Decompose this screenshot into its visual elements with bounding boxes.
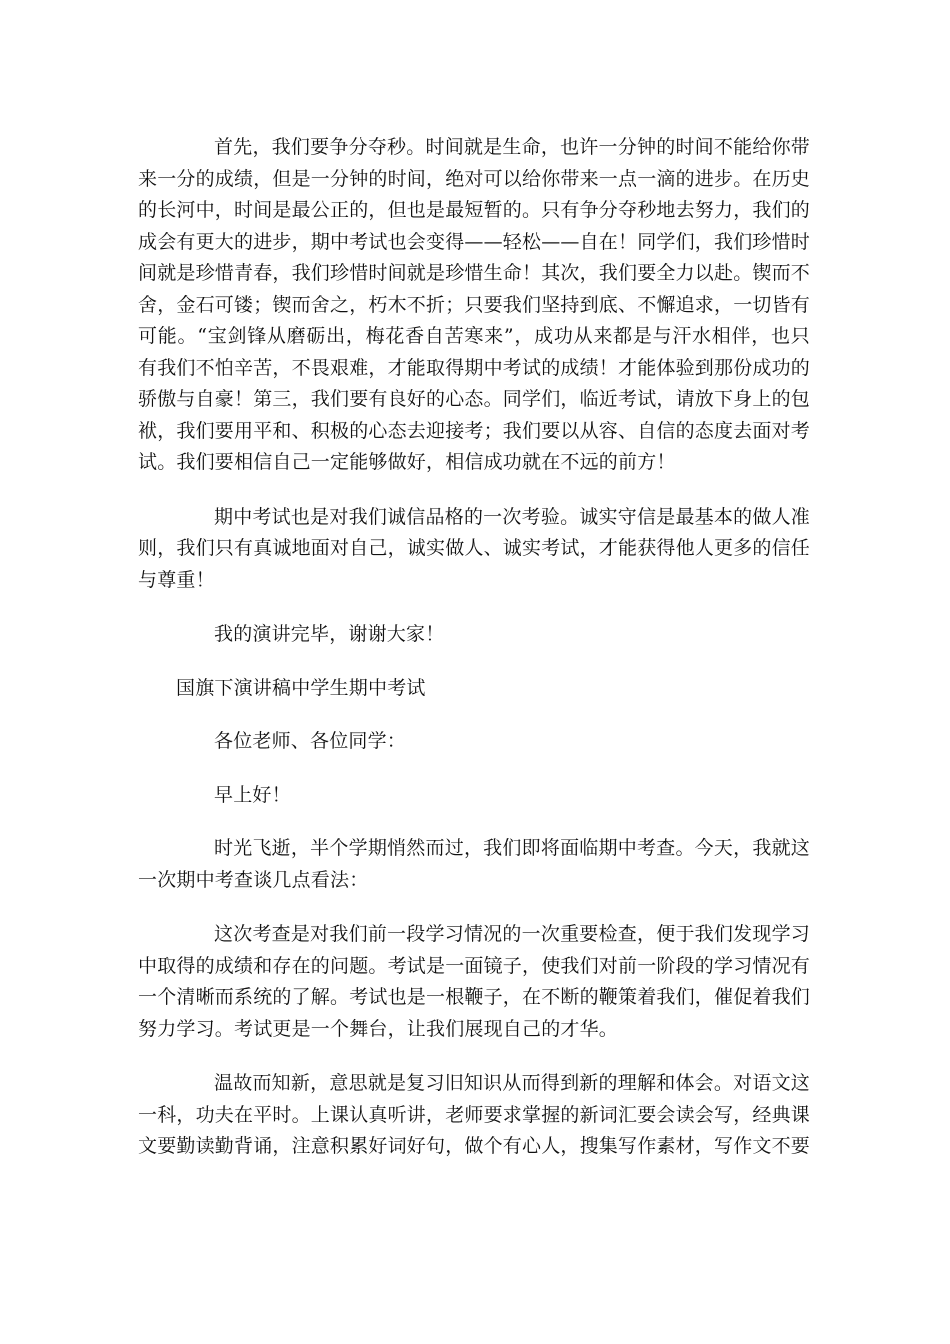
paragraph-exam-purpose: 这次考查是对我们前一段学习情况的一次重要检查，便于我们发现学习中取得的成绩和存在的问题。考试是一面镜子，使我们对前一阶段的学习情况有一个清晰而系统的了解。考试也是一根鞭子，在不断的鞭策着我们，催促着我们努力学习。考试更是一个舞台，让我们展现自己的才华。 xyxy=(138,923,811,1040)
paragraph-closing: 我的演讲完毕，谢谢大家！ xyxy=(214,623,445,645)
paragraph-review-advice: 温故而知新，意思就是复习旧知识从而得到新的理解和体会。对语文这一科，功夫在平时。上课认真听讲，老师要求掌握的新词汇要会读会写，经典课文要勤读勤背诵，注意积累好词好句，做个有心人，搜集写作素材，写作文不要 xyxy=(138,1072,811,1157)
paragraph-honesty: 期中考试也是对我们诚信品格的一次考验。诚实守信是最基本的做人准则，我们只有真诚地面对自己，诚实做人、诚实考试，才能获得他人更多的信任与尊重！ xyxy=(138,505,811,591)
paragraph-introduction: 时光飞逝，半个学期悄然而过，我们即将面临期中考查。今天，我就这一次期中考查谈几点看法： xyxy=(138,837,810,891)
greeting: 早上好！ xyxy=(214,783,291,806)
salutation: 各位老师、各位同学： xyxy=(214,730,407,752)
speech-title: 国旗下演讲稿中学生期中考试 xyxy=(176,676,426,699)
paragraph-time-effort-attitude: 首先，我们要争分夺秒。时间就是生命，也许一分钟的时间不能给你带来一分的成绩，但是一分钟的时间，绝对可以给你带来一点一滴的进步。在历史的长河中，时间是最公正的，但也是最短暂的。只有争分夺秒地去努力，我们的成会有更大的进步，期中考试也会变得——轻松——自在！同学们，我们珍惜时间就是珍惜青春，我们珍惜时间就是珍惜生命！其次，我们要全力以赴。锲而不舍，金石可镂；锲而舍之，朽木不折；只要我们坚持到底、不懈追求，一切皆有可能。“宝剑锋从磨砺出，梅花香自苦寒来”，成功从来都是与汗水相伴，也只有我们不怕辛苦，不畏艰难，才能取得期中考试的成绩！才能体验到那份成功的骄傲与自豪！第三，我们要有良好的心态。同学们，临近考试，请放下身上的包袱，我们要用平和、积极的心态去迎接考；我们要以从容、自信的态度去面对考试。我们要相信自己一定能够做好，相信成功就在不远的前方！ xyxy=(138,136,811,473)
document-body xyxy=(138,132,810,1186)
